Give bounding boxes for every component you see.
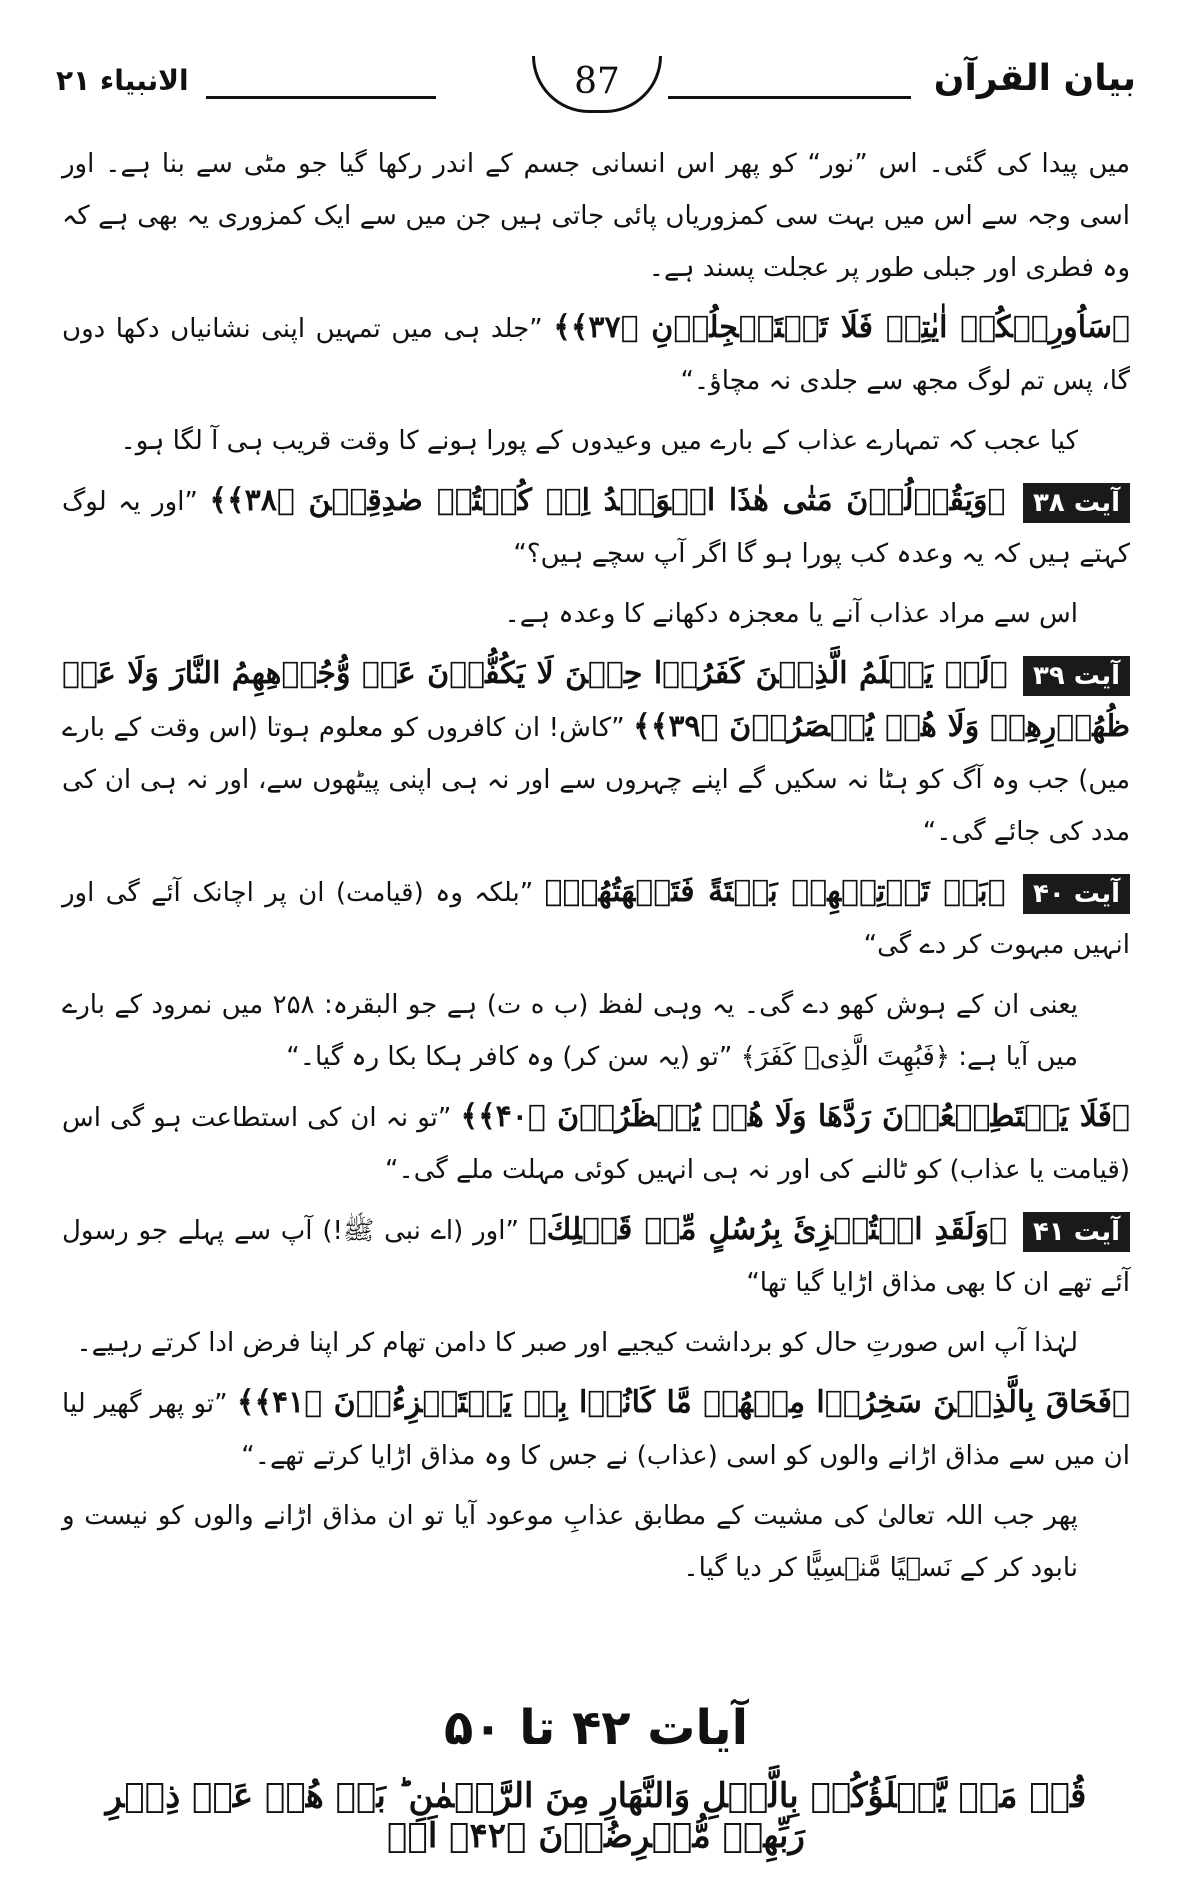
surah-name: الانبیاء ۲۱	[56, 64, 189, 97]
urdu-translation: ”اور یہ لوگ کہتے ہیں کہ یہ وعدہ کب پورا ہو گا اگر آپ سچے ہیں؟“	[62, 487, 1130, 569]
urdu-text: یعنی ان کے ہوش کھو دے گی۔ یہ وہی لفظ (ب ه ت) ہے جو البقرہ: ۲۵۸ میں نمرود کے بارے میں آیا ہے: ﴿فَبُهِتَ الَّذِیۡ کَفَرَ﴾ ”تو (یہ سن کر) وہ کافر ہکا بکا رہ گیا۔“	[62, 990, 1078, 1072]
book-title: بیان القرآن	[933, 58, 1136, 99]
page-number: 87	[574, 61, 620, 102]
paragraph	[62, 1490, 1130, 1594]
quran-verse: ﴿فَلَا یَسۡتَطِیۡعُوۡنَ رَدَّهَا وَلَا هُمۡ یُنۡظَرُوۡنَ ﴿۴۰﴾﴾	[460, 1099, 1131, 1134]
quran-verse: ﴿بَلۡ تَاۡتِیۡهِمۡ بَغۡتَةً فَتَبۡهَتُهُمۡ﴾	[544, 874, 1006, 909]
urdu-text: پھر جب اللہ تعالیٰ کی مشیت کے مطابق عذابِ موعود آیا تو ان مذاق اڑانے والوں کو نیست و نابود کر کے نَسۡیًا مَّنۡسِیًّا کر دیا گیا۔	[62, 1501, 1078, 1583]
quran-verse: ﴿فَحَاقَ بِالَّذِیۡنَ سَخِرُوۡا مِنۡهُمۡ مَّا کَانُوۡا بِهٖ یَسۡتَهۡزِءُوۡنَ ﴿۴۱﴾﴾	[236, 1385, 1130, 1420]
urdu-translation: ”بلکہ وہ (قیامت) ان پر اچانک آئے گی اور انہیں مبہوت کر دے گی“	[62, 878, 1130, 960]
quran-verse-footer: قُلۡ مَنۡ یَّکۡلَؤُکُمۡ بِالَّیۡلِ وَالنَّهَارِ مِنَ الرَّحۡمٰنِ ؕ بَلۡ هُمۡ عَنۡ ذِکۡرِ رَبِّهِمۡ مُّعۡرِضُوۡنَ ﴿۴۲﴾ اَمۡ	[105, 1776, 1087, 1856]
urdu-text: کیا عجب کہ تمہارے عذاب کے بارے میں وعیدوں کے پورا ہونے کا وقت قریب ہی آ لگا ہو۔	[120, 426, 1078, 456]
ayah-badge: آیت ۳۹	[1023, 656, 1130, 696]
page-number-frame	[532, 56, 662, 113]
paragraph	[62, 588, 1130, 640]
page-header	[56, 58, 1136, 118]
paragraph	[62, 866, 1130, 971]
section-heading: آیات ۴۲ تا ۵۰	[443, 1700, 749, 1756]
urdu-translation: ”تو نہ ان کی استطاعت ہو گی اس (قیامت یا عذاب) کو ٹالنے کی اور نہ ہی انہیں کوئی مہلت ملے گی۔“	[62, 1103, 1130, 1185]
paragraph	[62, 1091, 1130, 1196]
ayah-badge: آیت ۴۰	[1023, 874, 1130, 914]
urdu-text: لہٰذا آپ اس صورتِ حال کو برداشت کیجیے اور صبر کا دامن تھام کر اپنا فرض ادا کرتے رہیے۔	[76, 1328, 1078, 1358]
paragraph	[62, 648, 1130, 858]
quran-verse: ﴿وَیَقُوۡلُوۡنَ مَتٰی هٰذَا الۡوَعۡدُ اِنۡ کُنۡتُمۡ صٰدِقِیۡنَ ﴿۳۸﴾﴾	[209, 483, 1006, 518]
ayah-badge: آیت ۴۱	[1023, 1212, 1130, 1252]
urdu-translation: ”تو پھر گھیر لیا ان میں سے مذاق اڑانے والوں کو اسی (عذاب) نے جس کا وہ مذاق اڑایا کرتے تھے۔“	[62, 1389, 1130, 1471]
paragraph	[62, 302, 1130, 407]
urdu-text: اس سے مراد عذاب آنے یا معجزہ دکھانے کا وعدہ ہے۔	[504, 599, 1078, 629]
paragraph	[62, 475, 1130, 580]
urdu-text: میں پیدا کی گئی۔ اس ”نور“ کو پھر اس انسانی جسم کے اندر رکھا گیا جو مٹی سے بنا ہے۔ اور اسی وجہ سے اس میں بہت سی کمزوریاں پائی جاتی ہیں جن میں سے ایک کمزوری یہ بھی ہے کہ وہ فطری اور جبلی طور پر عجلت پسند ہے۔	[62, 149, 1130, 283]
quran-verse: ﴿وَلَقَدِ اسۡتُهۡزِئَ بِرُسُلٍ مِّنۡ قَبۡلِكَ﴾	[528, 1212, 1008, 1247]
quran-verse: ﴿لَوۡ یَعۡلَمُ الَّذِیۡنَ کَفَرُوۡا حِیۡنَ لَا یَکُفُّوۡنَ عَنۡ وُّجُوۡهِهِمُ النَّارَ وَلَا عَنۡ ظُهُوۡرِهِمۡ وَلَا هُمۡ یُنۡصَرُوۡنَ ﴿۳۹﴾﴾	[62, 656, 1130, 744]
paragraph	[62, 415, 1130, 467]
header-rule-right	[668, 96, 911, 99]
urdu-translation: ”اور (اے نبی ﷺ!) آپ سے پہلے جو رسول آئے تھے ان کا بھی مذاق اڑایا گیا تھا“	[62, 1216, 1130, 1298]
paragraph	[62, 1377, 1130, 1482]
urdu-translation: ”جلد ہی میں تمہیں اپنی نشانیاں دکھا دوں گا، پس تم لوگ مجھ سے جلدی نہ مچاؤ۔“	[62, 314, 1130, 396]
urdu-translation: ”کاش! ان کافروں کو معلوم ہوتا (اس وقت کے بارے میں) جب وہ آگ کو ہٹا نہ سکیں گے اپنے چہروں سے اور نہ ہی اپنی پیٹھوں سے، اور نہ ہی ان کی مدد کی جائے گی۔“	[62, 713, 1130, 847]
paragraph	[62, 979, 1130, 1083]
paragraph	[62, 138, 1130, 294]
header-rule-left	[206, 96, 436, 99]
paragraph	[62, 1317, 1130, 1369]
quran-verse: ﴿سَاُورِیۡکُمۡ اٰیٰتِیۡ فَلَا تَسۡتَعۡجِلُوۡنِ ﴿۳۷﴾﴾	[553, 310, 1131, 345]
ayah-badge: آیت ۳۸	[1023, 483, 1130, 523]
body-text	[62, 138, 1130, 1602]
paragraph	[62, 1204, 1130, 1309]
